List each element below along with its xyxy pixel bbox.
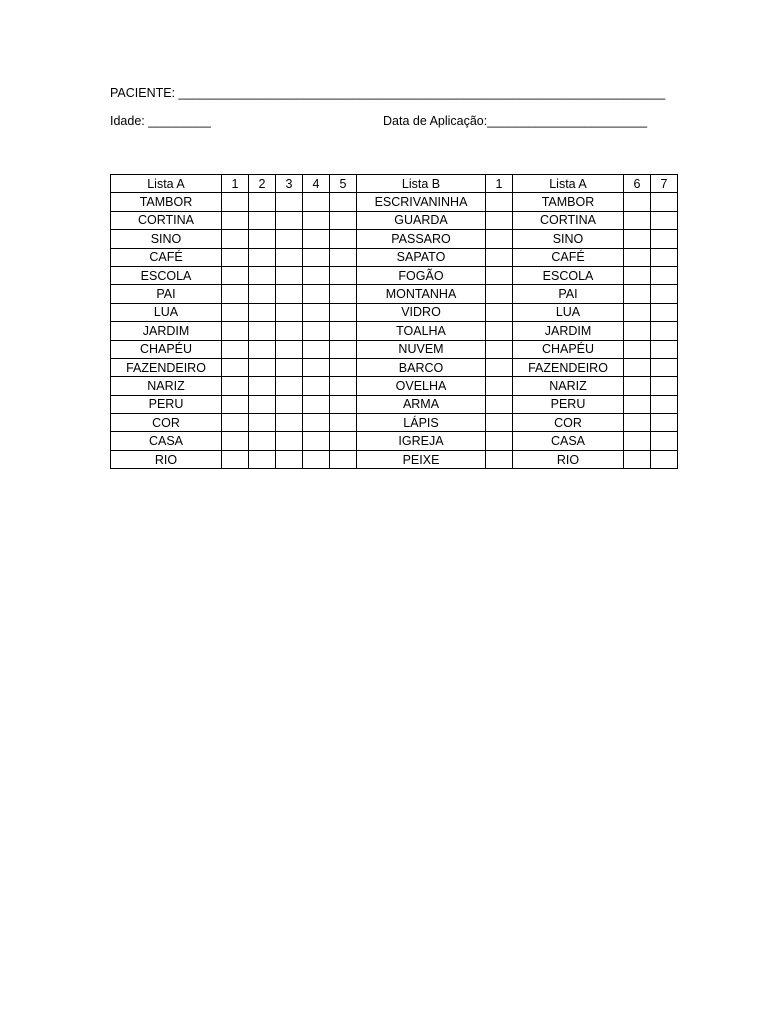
trial-7-cell: [651, 322, 678, 340]
list-b-trial-1-cell: [486, 230, 513, 248]
list-a-repeat-word: PERU: [513, 395, 624, 413]
trial-5-cell: [330, 193, 357, 211]
trial-2-cell: [249, 414, 276, 432]
list-a-repeat-word: RIO: [513, 450, 624, 468]
trial-1-cell: [222, 450, 249, 468]
list-a-repeat-word: NARIZ: [513, 377, 624, 395]
trial-5-cell: [330, 303, 357, 321]
table-row: [111, 358, 678, 376]
trial-4-cell: [303, 211, 330, 229]
trial-7-cell: [651, 340, 678, 358]
trial-2-cell: [249, 230, 276, 248]
list-a-word: FAZENDEIRO: [111, 358, 222, 376]
trial-6-cell: [624, 432, 651, 450]
trial-7-cell: [651, 230, 678, 248]
table-row: [111, 377, 678, 395]
header-trial-2: 2: [249, 175, 276, 193]
list-a-word: CHAPÉU: [111, 340, 222, 358]
list-b-word: ARMA: [357, 395, 486, 413]
trial-5-cell: [330, 340, 357, 358]
list-a-word: CASA: [111, 432, 222, 450]
trial-4-cell: [303, 248, 330, 266]
trial-3-cell: [276, 285, 303, 303]
trial-2-cell: [249, 322, 276, 340]
trial-4-cell: [303, 193, 330, 211]
trial-6-cell: [624, 266, 651, 284]
trial-1-cell: [222, 248, 249, 266]
list-b-word: LÁPIS: [357, 414, 486, 432]
list-a-word: LUA: [111, 303, 222, 321]
trial-6-cell: [624, 358, 651, 376]
trial-4-cell: [303, 322, 330, 340]
list-a-repeat-word: CHAPÉU: [513, 340, 624, 358]
trial-2-cell: [249, 358, 276, 376]
trial-4-cell: [303, 395, 330, 413]
list-b-word: FOGÃO: [357, 266, 486, 284]
trial-5-cell: [330, 211, 357, 229]
trial-5-cell: [330, 395, 357, 413]
list-a-repeat-word: TAMBOR: [513, 193, 624, 211]
list-a-word: TAMBOR: [111, 193, 222, 211]
trial-6-cell: [624, 285, 651, 303]
table-row: [111, 322, 678, 340]
list-b-trial-1-cell: [486, 340, 513, 358]
trial-5-cell: [330, 432, 357, 450]
trial-4-cell: [303, 432, 330, 450]
trial-6-cell: [624, 193, 651, 211]
table-row: [111, 285, 678, 303]
list-b-trial-1-cell: [486, 193, 513, 211]
trial-7-cell: [651, 358, 678, 376]
trial-1-cell: [222, 414, 249, 432]
trial-1-cell: [222, 211, 249, 229]
trial-6-cell: [624, 230, 651, 248]
trial-4-cell: [303, 230, 330, 248]
trial-7-cell: [651, 414, 678, 432]
list-b-word: PEIXE: [357, 450, 486, 468]
trial-5-cell: [330, 230, 357, 248]
trial-7-cell: [651, 211, 678, 229]
trial-3-cell: [276, 193, 303, 211]
trial-1-cell: [222, 395, 249, 413]
list-b-trial-1-cell: [486, 285, 513, 303]
trial-1-cell: [222, 432, 249, 450]
list-b-trial-1-cell: [486, 414, 513, 432]
list-b-trial-1-cell: [486, 395, 513, 413]
trial-5-cell: [330, 266, 357, 284]
table-row: [111, 340, 678, 358]
list-a-repeat-word: JARDIM: [513, 322, 624, 340]
trial-1-cell: [222, 266, 249, 284]
trial-2-cell: [249, 303, 276, 321]
trial-7-cell: [651, 377, 678, 395]
table-row: [111, 303, 678, 321]
trial-4-cell: [303, 303, 330, 321]
trial-7-cell: [651, 285, 678, 303]
table-row: [111, 193, 678, 211]
list-a-repeat-word: PAI: [513, 285, 624, 303]
trial-6-cell: [624, 322, 651, 340]
trial-1-cell: [222, 377, 249, 395]
trial-6-cell: [624, 303, 651, 321]
trial-3-cell: [276, 358, 303, 376]
header-trial-7: 7: [651, 175, 678, 193]
list-a-repeat-word: ESCOLA: [513, 266, 624, 284]
header-list-a-repeat: Lista A: [513, 175, 624, 193]
trial-6-cell: [624, 211, 651, 229]
list-a-word: COR: [111, 414, 222, 432]
trial-6-cell: [624, 248, 651, 266]
trial-3-cell: [276, 377, 303, 395]
trial-2-cell: [249, 285, 276, 303]
trial-4-cell: [303, 377, 330, 395]
list-a-repeat-word: CORTINA: [513, 211, 624, 229]
trial-2-cell: [249, 395, 276, 413]
word-list-table: [110, 174, 678, 469]
list-b-word: BARCO: [357, 358, 486, 376]
header-trial-1: 1: [222, 175, 249, 193]
trial-7-cell: [651, 303, 678, 321]
list-a-repeat-word: LUA: [513, 303, 624, 321]
trial-3-cell: [276, 230, 303, 248]
trial-3-cell: [276, 248, 303, 266]
list-a-word: PERU: [111, 395, 222, 413]
trial-6-cell: [624, 377, 651, 395]
trial-3-cell: [276, 414, 303, 432]
trial-2-cell: [249, 193, 276, 211]
list-b-word: GUARDA: [357, 211, 486, 229]
list-a-word: JARDIM: [111, 322, 222, 340]
trial-4-cell: [303, 450, 330, 468]
list-b-word: VIDRO: [357, 303, 486, 321]
trial-5-cell: [330, 450, 357, 468]
list-b-trial-1-cell: [486, 450, 513, 468]
list-b-trial-1-cell: [486, 248, 513, 266]
trial-1-cell: [222, 303, 249, 321]
trial-4-cell: [303, 340, 330, 358]
trial-2-cell: [249, 377, 276, 395]
trial-1-cell: [222, 285, 249, 303]
trial-6-cell: [624, 450, 651, 468]
table-row: [111, 450, 678, 468]
header-trial-6: 6: [624, 175, 651, 193]
trial-5-cell: [330, 377, 357, 395]
header-trial-4: 4: [303, 175, 330, 193]
list-b-trial-1-cell: [486, 211, 513, 229]
list-a-word: NARIZ: [111, 377, 222, 395]
trial-4-cell: [303, 358, 330, 376]
table-row: [111, 211, 678, 229]
trial-7-cell: [651, 266, 678, 284]
trial-2-cell: [249, 248, 276, 266]
trial-6-cell: [624, 395, 651, 413]
trial-7-cell: [651, 193, 678, 211]
trial-6-cell: [624, 340, 651, 358]
table-row: [111, 230, 678, 248]
trial-7-cell: [651, 432, 678, 450]
list-b-trial-1-cell: [486, 377, 513, 395]
list-b-word: SAPATO: [357, 248, 486, 266]
list-a-word: ESCOLA: [111, 266, 222, 284]
list-a-word: RIO: [111, 450, 222, 468]
list-b-trial-1-cell: [486, 432, 513, 450]
list-b-trial-1-cell: [486, 303, 513, 321]
trial-5-cell: [330, 358, 357, 376]
table-row: [111, 395, 678, 413]
trial-3-cell: [276, 340, 303, 358]
list-a-repeat-word: SINO: [513, 230, 624, 248]
age-field: Idade: _________: [110, 114, 211, 128]
list-a-repeat-word: CASA: [513, 432, 624, 450]
header-list-b: Lista B: [357, 175, 486, 193]
trial-5-cell: [330, 285, 357, 303]
list-b-word: ESCRIVANINHA: [357, 193, 486, 211]
trial-1-cell: [222, 230, 249, 248]
trial-3-cell: [276, 432, 303, 450]
table-row: [111, 266, 678, 284]
trial-4-cell: [303, 266, 330, 284]
list-b-trial-1-cell: [486, 266, 513, 284]
list-b-word: NUVEM: [357, 340, 486, 358]
table-row: [111, 414, 678, 432]
trial-3-cell: [276, 266, 303, 284]
trial-2-cell: [249, 266, 276, 284]
trial-2-cell: [249, 340, 276, 358]
header-trial-5: 5: [330, 175, 357, 193]
trial-6-cell: [624, 414, 651, 432]
list-a-word: PAI: [111, 285, 222, 303]
trial-3-cell: [276, 395, 303, 413]
trial-1-cell: [222, 358, 249, 376]
list-a-repeat-word: CAFÉ: [513, 248, 624, 266]
list-b-word: MONTANHA: [357, 285, 486, 303]
list-b-word: TOALHA: [357, 322, 486, 340]
header-trial-3: 3: [276, 175, 303, 193]
trial-5-cell: [330, 414, 357, 432]
list-b-word: PASSARO: [357, 230, 486, 248]
trial-2-cell: [249, 432, 276, 450]
trial-3-cell: [276, 211, 303, 229]
list-a-word: CORTINA: [111, 211, 222, 229]
table-row: [111, 432, 678, 450]
list-b-word: OVELHA: [357, 377, 486, 395]
trial-7-cell: [651, 395, 678, 413]
trial-4-cell: [303, 414, 330, 432]
list-b-trial-1-cell: [486, 322, 513, 340]
list-a-word: CAFÉ: [111, 248, 222, 266]
trial-3-cell: [276, 450, 303, 468]
trial-2-cell: [249, 211, 276, 229]
list-a-word: SINO: [111, 230, 222, 248]
trial-7-cell: [651, 248, 678, 266]
trial-3-cell: [276, 322, 303, 340]
trial-4-cell: [303, 285, 330, 303]
list-b-trial-1-cell: [486, 358, 513, 376]
trial-1-cell: [222, 322, 249, 340]
header-list-a: Lista A: [111, 175, 222, 193]
trial-5-cell: [330, 248, 357, 266]
patient-name-field: PACIENTE: ______________________________________________________________________: [110, 86, 666, 100]
table-header-row: [111, 175, 678, 193]
trial-1-cell: [222, 340, 249, 358]
list-a-repeat-word: FAZENDEIRO: [513, 358, 624, 376]
trial-1-cell: [222, 193, 249, 211]
application-date-field: Data de Aplicação:_______________________: [383, 114, 648, 128]
table-row: [111, 248, 678, 266]
header-list-b-trial-1: 1: [486, 175, 513, 193]
trial-5-cell: [330, 322, 357, 340]
list-a-repeat-word: COR: [513, 414, 624, 432]
list-b-word: IGREJA: [357, 432, 486, 450]
trial-3-cell: [276, 303, 303, 321]
trial-2-cell: [249, 450, 276, 468]
trial-7-cell: [651, 450, 678, 468]
